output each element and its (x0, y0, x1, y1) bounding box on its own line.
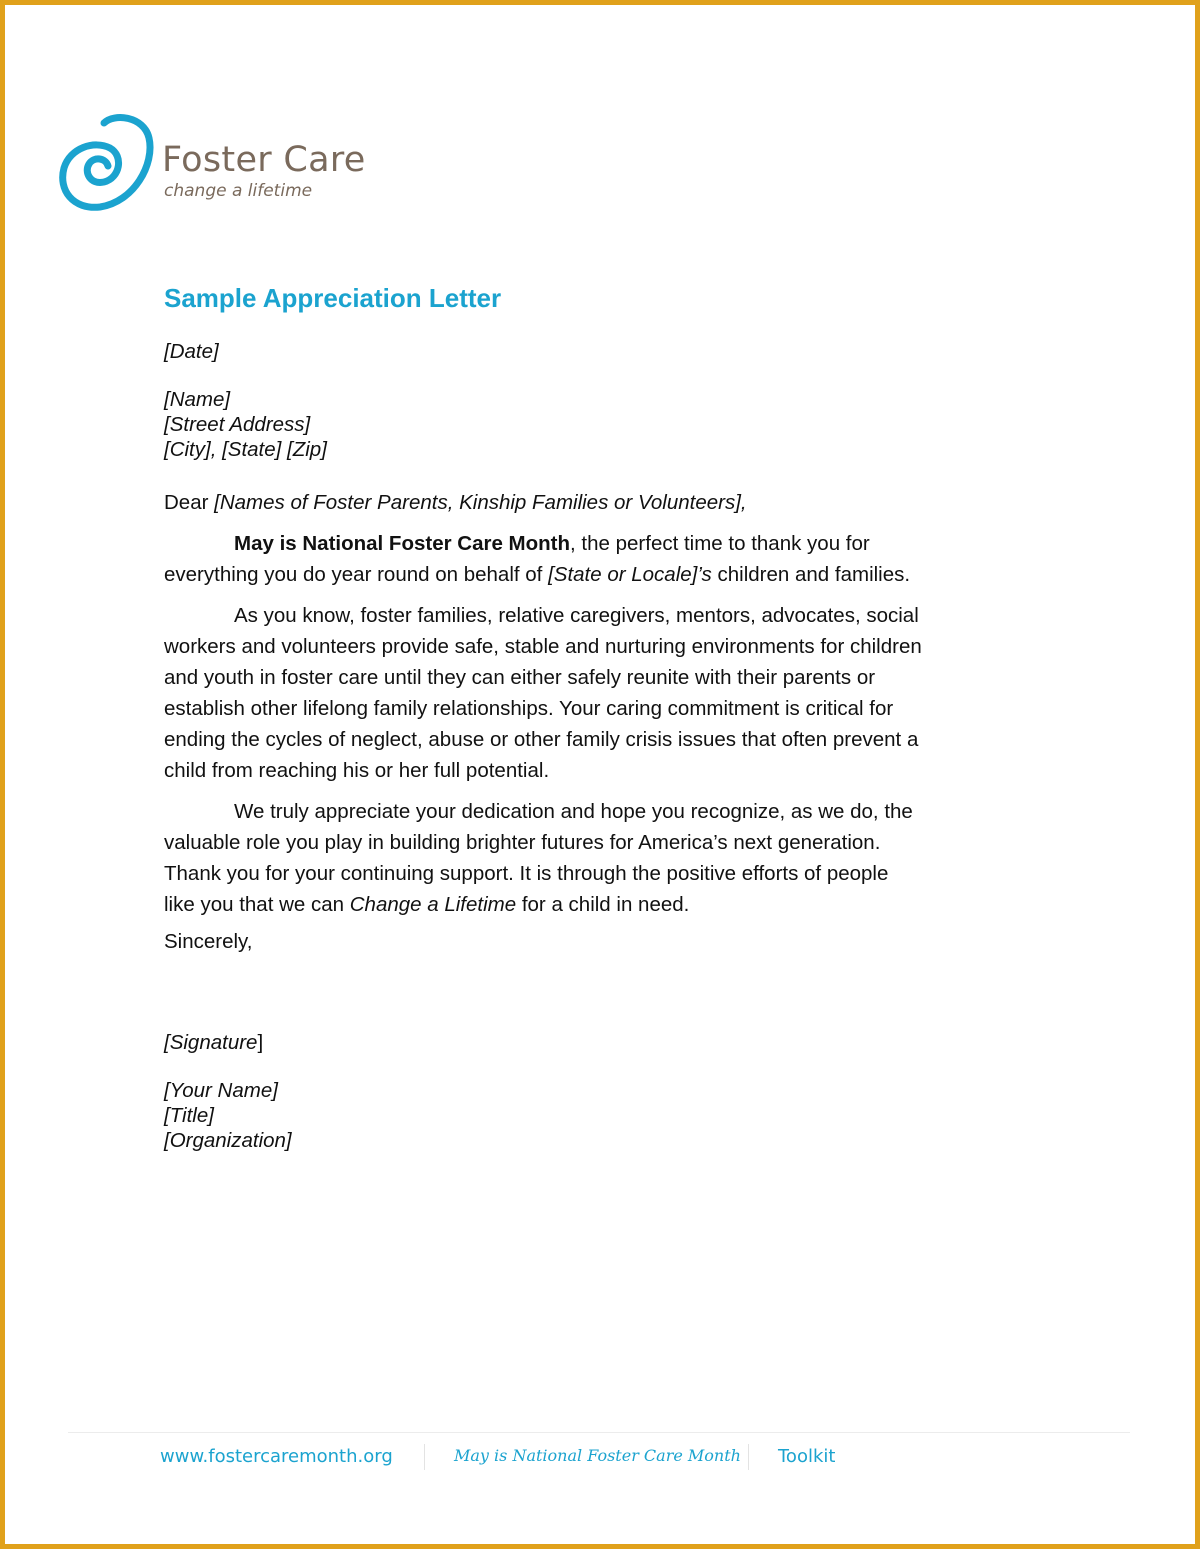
signoff-your-name: [Your Name] (164, 1079, 278, 1102)
paragraph-3-text-1: We truly appreciate your dedication and hope you recognize, as we do, the valuable role you play in building brighter futures for America’s next generation. Thank you for your continuing support. It is through the positive efforts of people like you that we can (164, 800, 913, 916)
paragraph-1-text-1: , the perfect time to thank you for everything you do year round on behalf of (164, 532, 870, 586)
foster-care-logo (56, 110, 386, 220)
footer-separator (424, 1444, 425, 1470)
footer-slogan: May is National Foster Care Month (454, 1446, 741, 1465)
address-city-state-zip: [City], [State] [Zip] (164, 438, 327, 461)
address-block (164, 387, 924, 462)
paragraph-3-italic: Change a Lifetime (349, 893, 517, 916)
address-name: [Name] (164, 388, 231, 411)
footer-divider (68, 1432, 1130, 1433)
signoff-organization: [Organization] (164, 1129, 292, 1152)
paragraph-3 (164, 796, 924, 920)
signature-placeholder (164, 1027, 924, 1058)
paragraph-1-bold: May is National Foster Care Month (234, 532, 571, 555)
closing: Sincerely, (164, 930, 253, 953)
footer (0, 1444, 1200, 1474)
paragraph-2: As you know, foster families, relative caregivers, mentors, advocates, social workers and volunteers provide safe, stable and nurturing environments for children and youth in foster care until they can either safely reunite with their parents or establish other lifelong family relationships. Your caring commitment is critical for ending the cycles of neglect, abuse or other family crisis issues that often prevent a child from reaching his or her full potential. (164, 604, 922, 782)
salutation-names: [Names of Foster Parents, Kinship Families or Volunteers], (214, 491, 747, 514)
letter-title: Sample Appreciation Letter (164, 283, 502, 313)
letter-body (164, 280, 924, 1153)
signoff-block (164, 1078, 924, 1153)
footer-website-link[interactable]: www.fostercaremonth.org (160, 1446, 393, 1467)
footer-separator (748, 1444, 749, 1470)
brand-tagline: change a lifetime (164, 181, 313, 201)
date-line: [Date] (164, 340, 219, 363)
paragraph-1 (164, 528, 924, 590)
salutation-prefix: Dear (164, 491, 215, 514)
signoff-title: [Title] (164, 1104, 214, 1127)
paragraph-3-text-2: for a child in need. (516, 893, 690, 916)
brand-name: Foster Care (162, 140, 366, 180)
salutation (164, 487, 924, 518)
footer-toolkit: Toolkit (778, 1446, 836, 1467)
paragraph-1-italic: [State or Locale]’s (548, 563, 712, 586)
paragraph-1-text-2: children and families. (711, 563, 911, 586)
signature-italic: [Signature (164, 1031, 258, 1054)
address-street: [Street Address] (164, 413, 311, 436)
signature-bracket: ] (257, 1031, 264, 1054)
spiral-icon (56, 110, 156, 214)
